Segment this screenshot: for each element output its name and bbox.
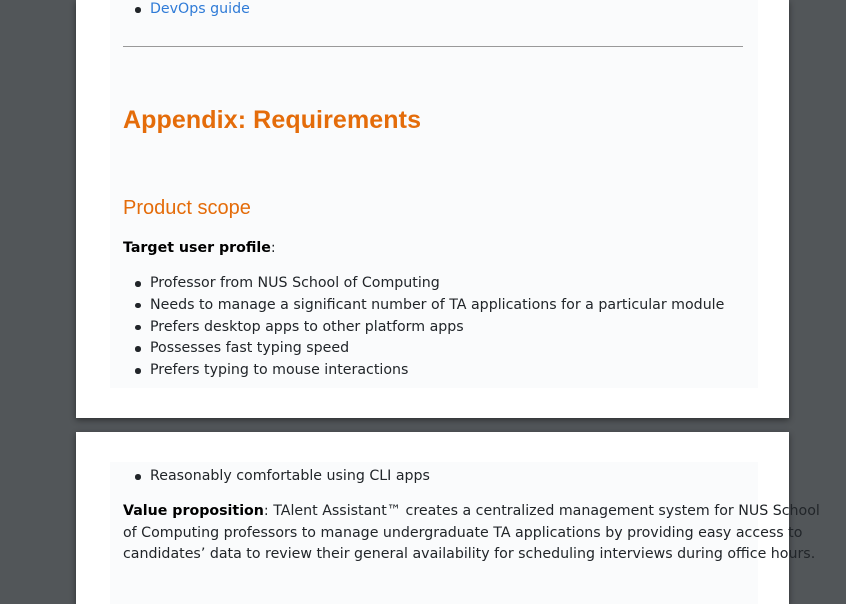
list-item: Professor from NUS School of Computing (110, 273, 724, 295)
heading-product-scope: Product scope (123, 197, 251, 219)
target-user-profile-list-continued (110, 466, 430, 488)
guide-links-list (110, 0, 250, 21)
value-line-3: candidates’ data to review their general availability for scheduling interviews during office hours. (123, 546, 816, 562)
list-item: Prefers desktop apps to other platform apps (110, 317, 724, 339)
horizontal-rule (123, 46, 743, 47)
devops-guide-link[interactable]: DevOps guide (150, 1, 250, 17)
value-line-2: of Computing professors to manage undergraduate TA applications by providing easy access to (123, 524, 803, 541)
list-item: Reasonably comfortable using CLI apps (110, 466, 430, 488)
value-proposition-label: Value proposition (123, 503, 264, 519)
page-content (110, 0, 758, 388)
document-page-1 (76, 0, 789, 418)
target-user-profile-label (123, 238, 276, 260)
list-item: Needs to manage a significant number of TA applications for a particular module (110, 295, 724, 317)
document-page-2 (76, 432, 820, 604)
heading-appendix-requirements: Appendix: Requirements (123, 106, 422, 134)
target-user-profile-list (110, 273, 724, 382)
list-item: Prefers typing to mouse interactions (110, 360, 724, 382)
list-item: Possesses fast typing speed (110, 338, 724, 360)
value-text-1: : TAlent Assistant™ creates a centralized management system for NUS School (263, 503, 820, 519)
value-proposition-paragraph (123, 501, 820, 566)
value-line-1 (123, 501, 820, 523)
target-user-profile-bold: Target user profile (123, 240, 271, 256)
page-content (110, 462, 820, 604)
target-user-profile-colon: : (270, 240, 276, 256)
list-item[interactable] (110, 0, 250, 21)
